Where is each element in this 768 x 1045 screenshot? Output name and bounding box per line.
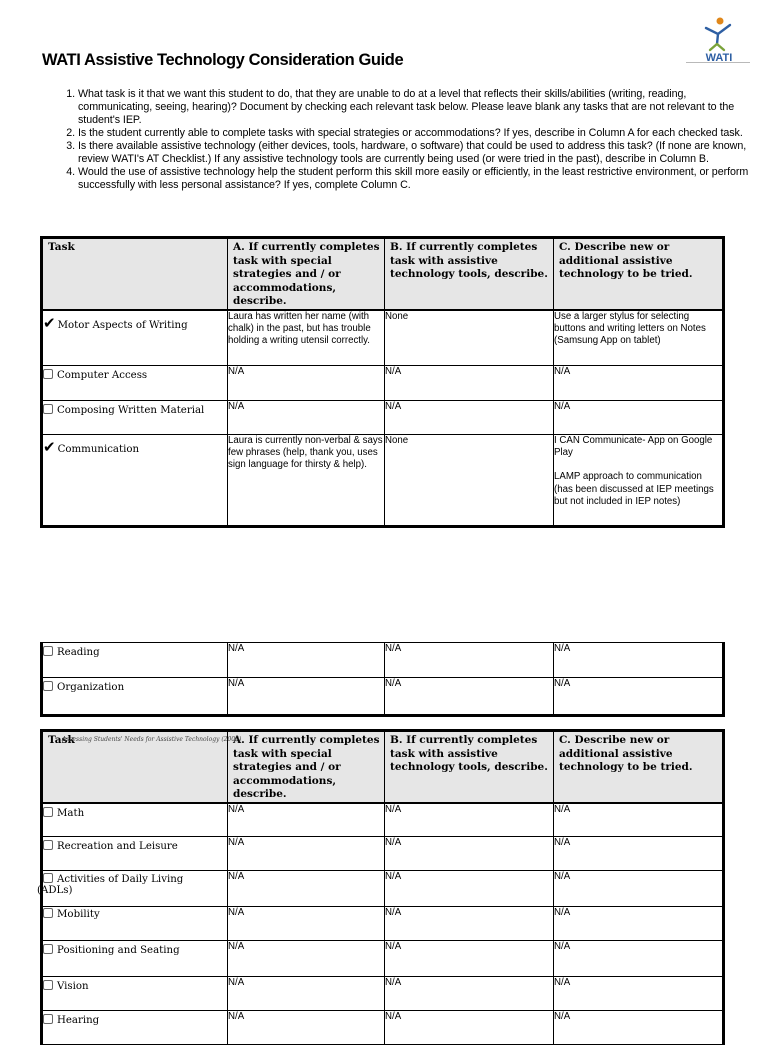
checkbox-icon[interactable] [43,404,53,414]
table-row [42,941,724,977]
header-col-b: B. If currently completes task with assistive technology tools, describe. [385,731,554,803]
col-b-cell: N/A [385,871,554,907]
consideration-table-1 [40,236,725,528]
col-a-cell: N/A [228,977,385,1011]
checkmark-icon[interactable]: ✔ [43,313,56,332]
col-c-cell: N/A [554,401,724,435]
col-a-cell: N/A [228,837,385,871]
col-a-cell: N/A [228,871,385,907]
col-c-cell: N/A [554,941,724,977]
header-col-a: A. If currently completes task with special strategies and / or accommodations, describe. [228,731,385,803]
footer-note: Assessing Students' Needs for Assistive Technology (2009) [62,736,242,743]
table-row [42,837,724,871]
col-b-cell: N/A [385,366,554,401]
task-cell [42,366,228,401]
task-label: Math [57,807,85,819]
col-c-text: LAMP approach to communication (has been discussed at IEP meetings but not included in IEP notes) [554,471,714,507]
task-label: Motor Aspects of Writing [57,319,188,331]
task-cell [37,871,228,907]
task-cell [42,1011,228,1045]
table-row [42,401,724,435]
col-a-cell: Laura has written her name (with chalk) in the past, but has trouble holding a writing utensil correctly. [228,310,385,366]
table-row [42,643,724,678]
header-col-a: A. If currently completes task with special strategies and / or accommodations, describe. [228,238,385,310]
col-c-cell: Use a larger stylus for selecting buttons and writing letters on Notes (Samsung App on tablet) [554,310,724,366]
col-b-cell: N/A [385,1011,554,1045]
header-task: Task [42,731,228,803]
col-c-cell: N/A [554,907,724,941]
task-label: Positioning and Seating [57,945,180,956]
table-row [42,1011,724,1045]
col-c-cell: N/A [554,803,724,837]
col-c-cell: N/A [554,871,724,907]
wati-logo-figure [684,14,754,66]
col-a-cell: N/A [228,941,385,977]
header-col-c: C. Describe new or additional assistive technology to be tried. [554,238,724,310]
task-cell [42,977,228,1011]
col-c-cell: N/A [554,366,724,401]
col-b-cell: None [385,310,554,366]
table-row [42,310,724,366]
task-cell [42,803,228,837]
col-b-cell: N/A [385,678,554,716]
task-label-continued: (ADLs) [37,885,73,896]
task-label: Recreation and Leisure [57,841,178,852]
instruction-item: 2. Is the student currently able to complete tasks with special strategies or accommodations? If yes, describe in Column A for each checked task. [78,127,750,140]
col-b-cell: N/A [385,401,554,435]
task-cell [42,435,228,527]
task-label: Mobility [57,909,100,920]
col-c-cell: N/A [554,643,724,678]
checkbox-icon[interactable] [43,807,53,817]
col-c-cell: N/A [554,837,724,871]
task-cell [42,941,228,977]
checkbox-icon[interactable] [43,908,53,918]
checkbox-icon[interactable] [43,681,53,691]
col-b-cell: N/A [385,803,554,837]
task-label: Reading [57,647,100,658]
col-b-cell: N/A [385,643,554,678]
checkbox-icon[interactable] [43,980,53,990]
task-cell [42,643,228,678]
task-label: Hearing [57,1015,100,1026]
checkbox-icon[interactable] [43,840,53,850]
checkbox-icon[interactable] [43,873,53,883]
task-label: Activities of Daily Living [57,874,184,885]
task-label: Computer Access [57,370,148,381]
task-cell [42,310,228,366]
col-c-cell: N/A [554,678,724,716]
checkmark-icon[interactable]: ✔ [43,438,56,456]
task-label: Communication [57,444,140,455]
table-row [42,678,724,716]
col-a-cell: N/A [228,643,385,678]
task-label: Composing Written Material [57,405,205,416]
checkbox-icon[interactable] [43,369,53,379]
table-row [42,366,724,401]
col-a-cell: Laura is currently non-verbal & says few phrases (help, thank you, uses sign language for thirsty & help). [228,435,385,527]
header-col-b: B. If currently completes task with assistive technology tools, describe. [385,238,554,310]
logo-divider [686,62,750,63]
col-b-cell: None [385,435,554,527]
col-c-cell [554,435,724,527]
task-cell [42,401,228,435]
instruction-item: 3. Is there available assistive technology (either devices, tools, hardware, o software) that could be used to address this task? (If none are known, review WATI's AT Checklist.) If any assistive technology tools are currently being used (or were tried in the past), describe in Column B. [78,140,750,166]
instruction-item: 4. Would the use of assistive technology help the student perform this skill more easily or efficiently, in the least restrictive environment, or perform successfully with less personal assistance? If yes, complete Column C. [78,166,750,192]
logo-text: WATI [705,52,733,64]
task-label: Vision [57,981,89,992]
checkbox-icon[interactable] [43,1014,53,1024]
checkbox-icon[interactable] [43,646,53,656]
col-c-cell: N/A [554,977,724,1011]
consideration-table-2 [40,642,725,717]
col-b-cell: N/A [385,977,554,1011]
task-cell [42,678,228,716]
instruction-item: 1. What task is it that we want this student to do, that they are unable to do at a level that reflects their skills/abilities (writing, reading, communicating, seeing, hearing)? Document by checking each relevant task below. Please leave blank any tasks that are not relevant to the student's IEP. [78,88,750,127]
col-b-cell: N/A [385,941,554,977]
col-a-cell: N/A [228,1011,385,1045]
task-cell [42,907,228,941]
header-task: Task [42,238,228,310]
task-label: Organization [57,682,125,693]
page-title: WATI Assistive Technology Consideration Guide [42,51,404,69]
consideration-table-3 [37,729,725,1045]
col-c-text: I CAN Communicate- App on Google Play [554,435,713,459]
col-a-cell: N/A [228,678,385,716]
col-c-cell: N/A [554,1011,724,1045]
table-row [42,907,724,941]
col-a-cell: N/A [228,401,385,435]
col-b-cell: N/A [385,837,554,871]
checkbox-icon[interactable] [43,944,53,954]
wati-logo [684,14,754,66]
col-a-cell: N/A [228,366,385,401]
task-cell [42,837,228,871]
col-a-cell: N/A [228,803,385,837]
table-row [42,977,724,1011]
table-row [42,435,724,527]
col-b-cell: N/A [385,907,554,941]
table-row [42,803,724,837]
header-col-c: C. Describe new or additional assistive technology to be tried. [554,731,724,803]
instructions-list [54,88,750,192]
col-a-cell: N/A [228,907,385,941]
table-row [42,871,724,907]
